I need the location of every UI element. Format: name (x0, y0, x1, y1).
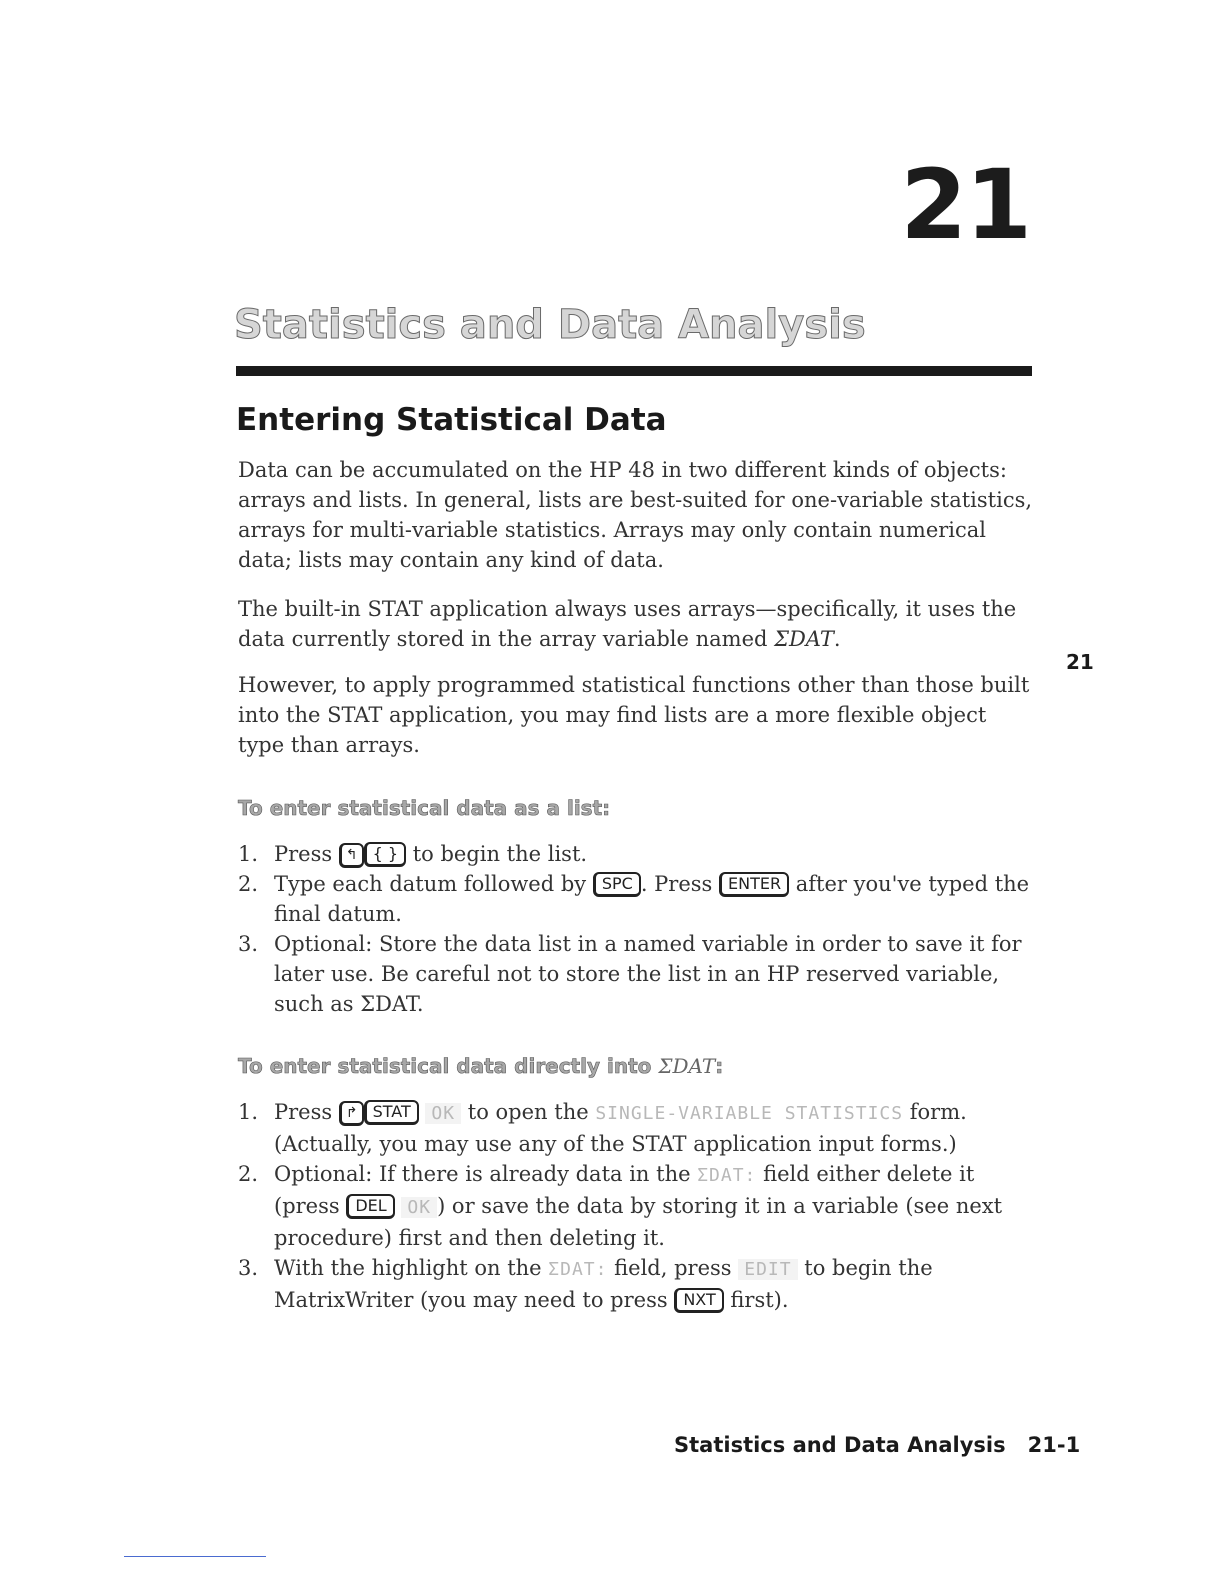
step-number: 3. (238, 1256, 259, 1280)
page-footer (674, 1430, 1080, 1460)
form-name: SINGLE-VARIABLE STATISTICS (595, 1103, 904, 1124)
step-number: 1. (238, 842, 259, 866)
procedure-1-heading: To enter statistical data as a list: (238, 796, 611, 820)
procedure-2-heading (238, 1052, 723, 1080)
section-heading: Entering Statistical Data (236, 402, 667, 438)
list-item (238, 839, 1038, 869)
page-number: 21-1 (1027, 1433, 1081, 1457)
step-text: ) or save the data by storing it in a variable (see next procedure) first and then deleting it. (274, 1194, 1003, 1250)
paragraph-1: Data can be accumulated on the HP 48 in two different kinds of objects: arrays and lists. In general, lists are best-suited for one-variable statistics, arrays for multi-variable statistics. Arrays may only contain numerical data; lists may contain any kind of data. (238, 458, 1033, 572)
step-text: form. (Actually, you may use any of the STAT application input forms.) (274, 1100, 967, 1156)
chapter-title: Statistics and Data Analysis (234, 302, 866, 348)
step-text: Press (274, 842, 339, 866)
footer-title: Statistics and Data Analysis (674, 1433, 1006, 1457)
right-shift-key-icon: ↱ (339, 1101, 364, 1126)
procedure-1-steps (238, 839, 1038, 1019)
braces-key: { } (364, 842, 406, 867)
step-text: With the highlight on the (274, 1256, 549, 1280)
list-item (238, 1097, 1038, 1159)
procedure-2-heading-end: : (715, 1054, 724, 1078)
stat-key: STAT (364, 1100, 419, 1125)
list-item (238, 1253, 1038, 1315)
del-key: DEL (346, 1194, 394, 1219)
footer-divider (124, 1556, 266, 1557)
edit-menu-key: EDIT (738, 1259, 797, 1280)
ok-menu-key: OK (425, 1103, 461, 1124)
step-text: to begin the MatrixWriter (you may need to press (274, 1256, 933, 1312)
sigma-dat-var: ΣDAT (658, 1054, 716, 1078)
step-number: 3. (238, 932, 259, 956)
step-text: Optional: If there is already data in the (274, 1162, 698, 1186)
procedure-2-heading-text: To enter statistical data directly into (238, 1054, 659, 1078)
step-number: 1. (238, 1100, 259, 1124)
spc-key: SPC (593, 872, 641, 897)
list-item (238, 929, 1038, 1019)
step-text: Press (274, 1100, 339, 1124)
step-text: Optional: Store the data list in a named variable in order to save it for later use. Be careful not to store the list in an HP reserved variable, such as ΣDAT. (274, 932, 1022, 1016)
step-text: . Press (640, 872, 720, 896)
sigma-dat-var: ΣDAT (774, 627, 834, 651)
step-text: first). (723, 1288, 789, 1312)
title-rule (236, 366, 1032, 376)
list-item (238, 1159, 1038, 1253)
chapter-number: 21 (900, 149, 1030, 261)
paragraph-2-end: . (833, 627, 841, 651)
step-text: after you've typed the final datum. (274, 872, 1030, 926)
side-tab-chapter: 21 (1066, 650, 1094, 674)
procedure-2-steps (238, 1097, 1038, 1315)
step-text: field, press (607, 1256, 739, 1280)
nxt-key: NXT (674, 1288, 723, 1313)
step-number: 2. (238, 1162, 259, 1186)
sigma-dat-field: ΣDAT: (548, 1259, 608, 1280)
paragraph-2-text: The built-in STAT application always uses arrays—specifically, it uses the data currently stored in the array variable named (238, 597, 1017, 651)
left-shift-key-icon: ↰ (339, 843, 364, 868)
paragraph-3: However, to apply programmed statistical functions other than those built into the STAT application, you may find lists are a more flexible object type than arrays. (238, 673, 1030, 757)
sigma-dat-field: ΣDAT: (697, 1165, 757, 1186)
step-text: to open the (461, 1100, 596, 1124)
enter-key: ENTER (719, 872, 789, 897)
step-text: to begin the list. (406, 842, 588, 866)
ok-menu-key: OK (401, 1197, 437, 1218)
list-item (238, 869, 1038, 929)
paragraph-2 (238, 594, 1038, 654)
step-text: field either delete it (press (274, 1162, 975, 1218)
step-number: 2. (238, 872, 259, 896)
step-text: Type each datum followed by (274, 872, 593, 896)
